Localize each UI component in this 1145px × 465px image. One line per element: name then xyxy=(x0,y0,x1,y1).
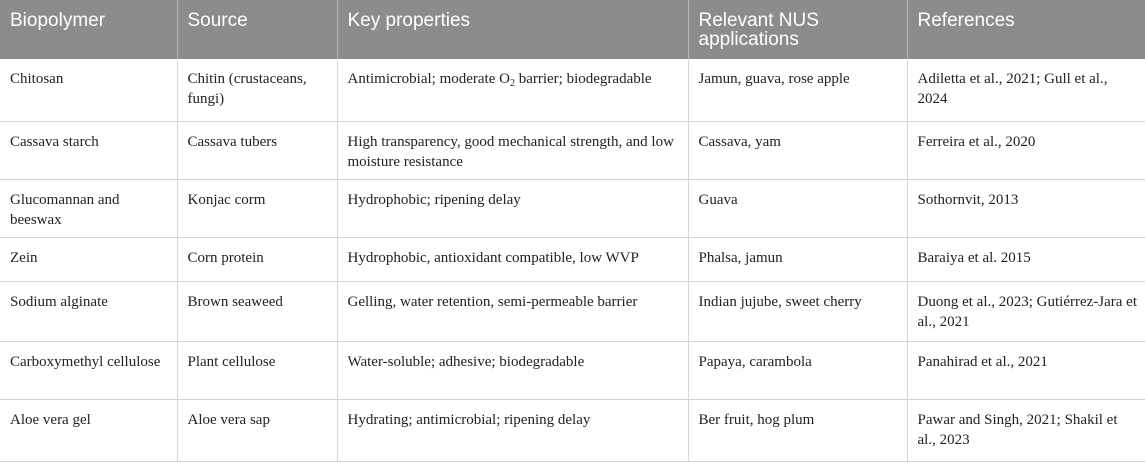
table-row xyxy=(0,121,1145,179)
cell-applications: Cassava, yam xyxy=(688,121,907,179)
cell-key-properties: High transparency, good mechanical strength, and low moisture resistance xyxy=(337,121,688,179)
header-key-properties: Key properties xyxy=(337,0,688,59)
cell-references: Panahirad et al., 2021 xyxy=(907,341,1145,399)
properties-text-pre: Antimicrobial; moderate O xyxy=(347,71,510,87)
cell-references: Pawar and Singh, 2021; Shakil et al., 2023 xyxy=(907,399,1145,461)
cell-key-properties: Water-soluble; adhesive; biodegradable xyxy=(337,341,688,399)
cell-key-properties: Hydrophobic, antioxidant compatible, low WVP xyxy=(337,237,688,281)
cell-key-properties: Hydrophobic; ripening delay xyxy=(337,179,688,237)
properties-text-post: barrier; biodegradable xyxy=(514,71,652,87)
cell-biopolymer: Cassava starch xyxy=(0,121,177,179)
cell-source: Aloe vera sap xyxy=(177,399,337,461)
cell-applications: Phalsa, jamun xyxy=(688,237,907,281)
header-nus-applications: Relevant NUS applications xyxy=(688,0,907,59)
cell-applications: Guava xyxy=(688,179,907,237)
header-references: References xyxy=(907,0,1145,59)
cell-references: Duong et al., 2023; Gutiérrez-Jara et al., 2021 xyxy=(907,281,1145,341)
cell-applications: Ber fruit, hog plum xyxy=(688,399,907,461)
table-row xyxy=(0,341,1145,399)
table-row xyxy=(0,399,1145,461)
table-row xyxy=(0,179,1145,237)
cell-applications: Indian jujube, sweet cherry xyxy=(688,281,907,341)
cell-source: Chitin (crustaceans, fungi) xyxy=(177,59,337,121)
cell-source: Plant cellulose xyxy=(177,341,337,399)
cell-source: Brown seaweed xyxy=(177,281,337,341)
cell-key-properties xyxy=(337,59,688,121)
cell-biopolymer: Aloe vera gel xyxy=(0,399,177,461)
table-row xyxy=(0,59,1145,121)
header-source: Source xyxy=(177,0,337,59)
table-row xyxy=(0,237,1145,281)
table-header-row xyxy=(0,0,1145,59)
cell-key-properties: Gelling, water retention, semi-permeable barrier xyxy=(337,281,688,341)
cell-references: Sothornvit, 2013 xyxy=(907,179,1145,237)
cell-biopolymer: Chitosan xyxy=(0,59,177,121)
cell-source: Cassava tubers xyxy=(177,121,337,179)
cell-source: Konjac corm xyxy=(177,179,337,237)
cell-applications: Jamun, guava, rose apple xyxy=(688,59,907,121)
cell-biopolymer: Sodium alginate xyxy=(0,281,177,341)
cell-references: Baraiya et al. 2015 xyxy=(907,237,1145,281)
cell-references: Ferreira et al., 2020 xyxy=(907,121,1145,179)
cell-biopolymer: Carboxymethyl cellulose xyxy=(0,341,177,399)
cell-references: Adiletta et al., 2021; Gull et al., 2024 xyxy=(907,59,1145,121)
oxygen-subscript: 2 xyxy=(509,78,515,89)
cell-biopolymer: Zein xyxy=(0,237,177,281)
cell-biopolymer: Glucomannan and beeswax xyxy=(0,179,177,237)
header-biopolymer: Biopolymer xyxy=(0,0,177,59)
cell-source: Corn protein xyxy=(177,237,337,281)
table-row xyxy=(0,281,1145,341)
cell-applications: Papaya, carambola xyxy=(688,341,907,399)
cell-key-properties: Hydrating; antimicrobial; ripening delay xyxy=(337,399,688,461)
